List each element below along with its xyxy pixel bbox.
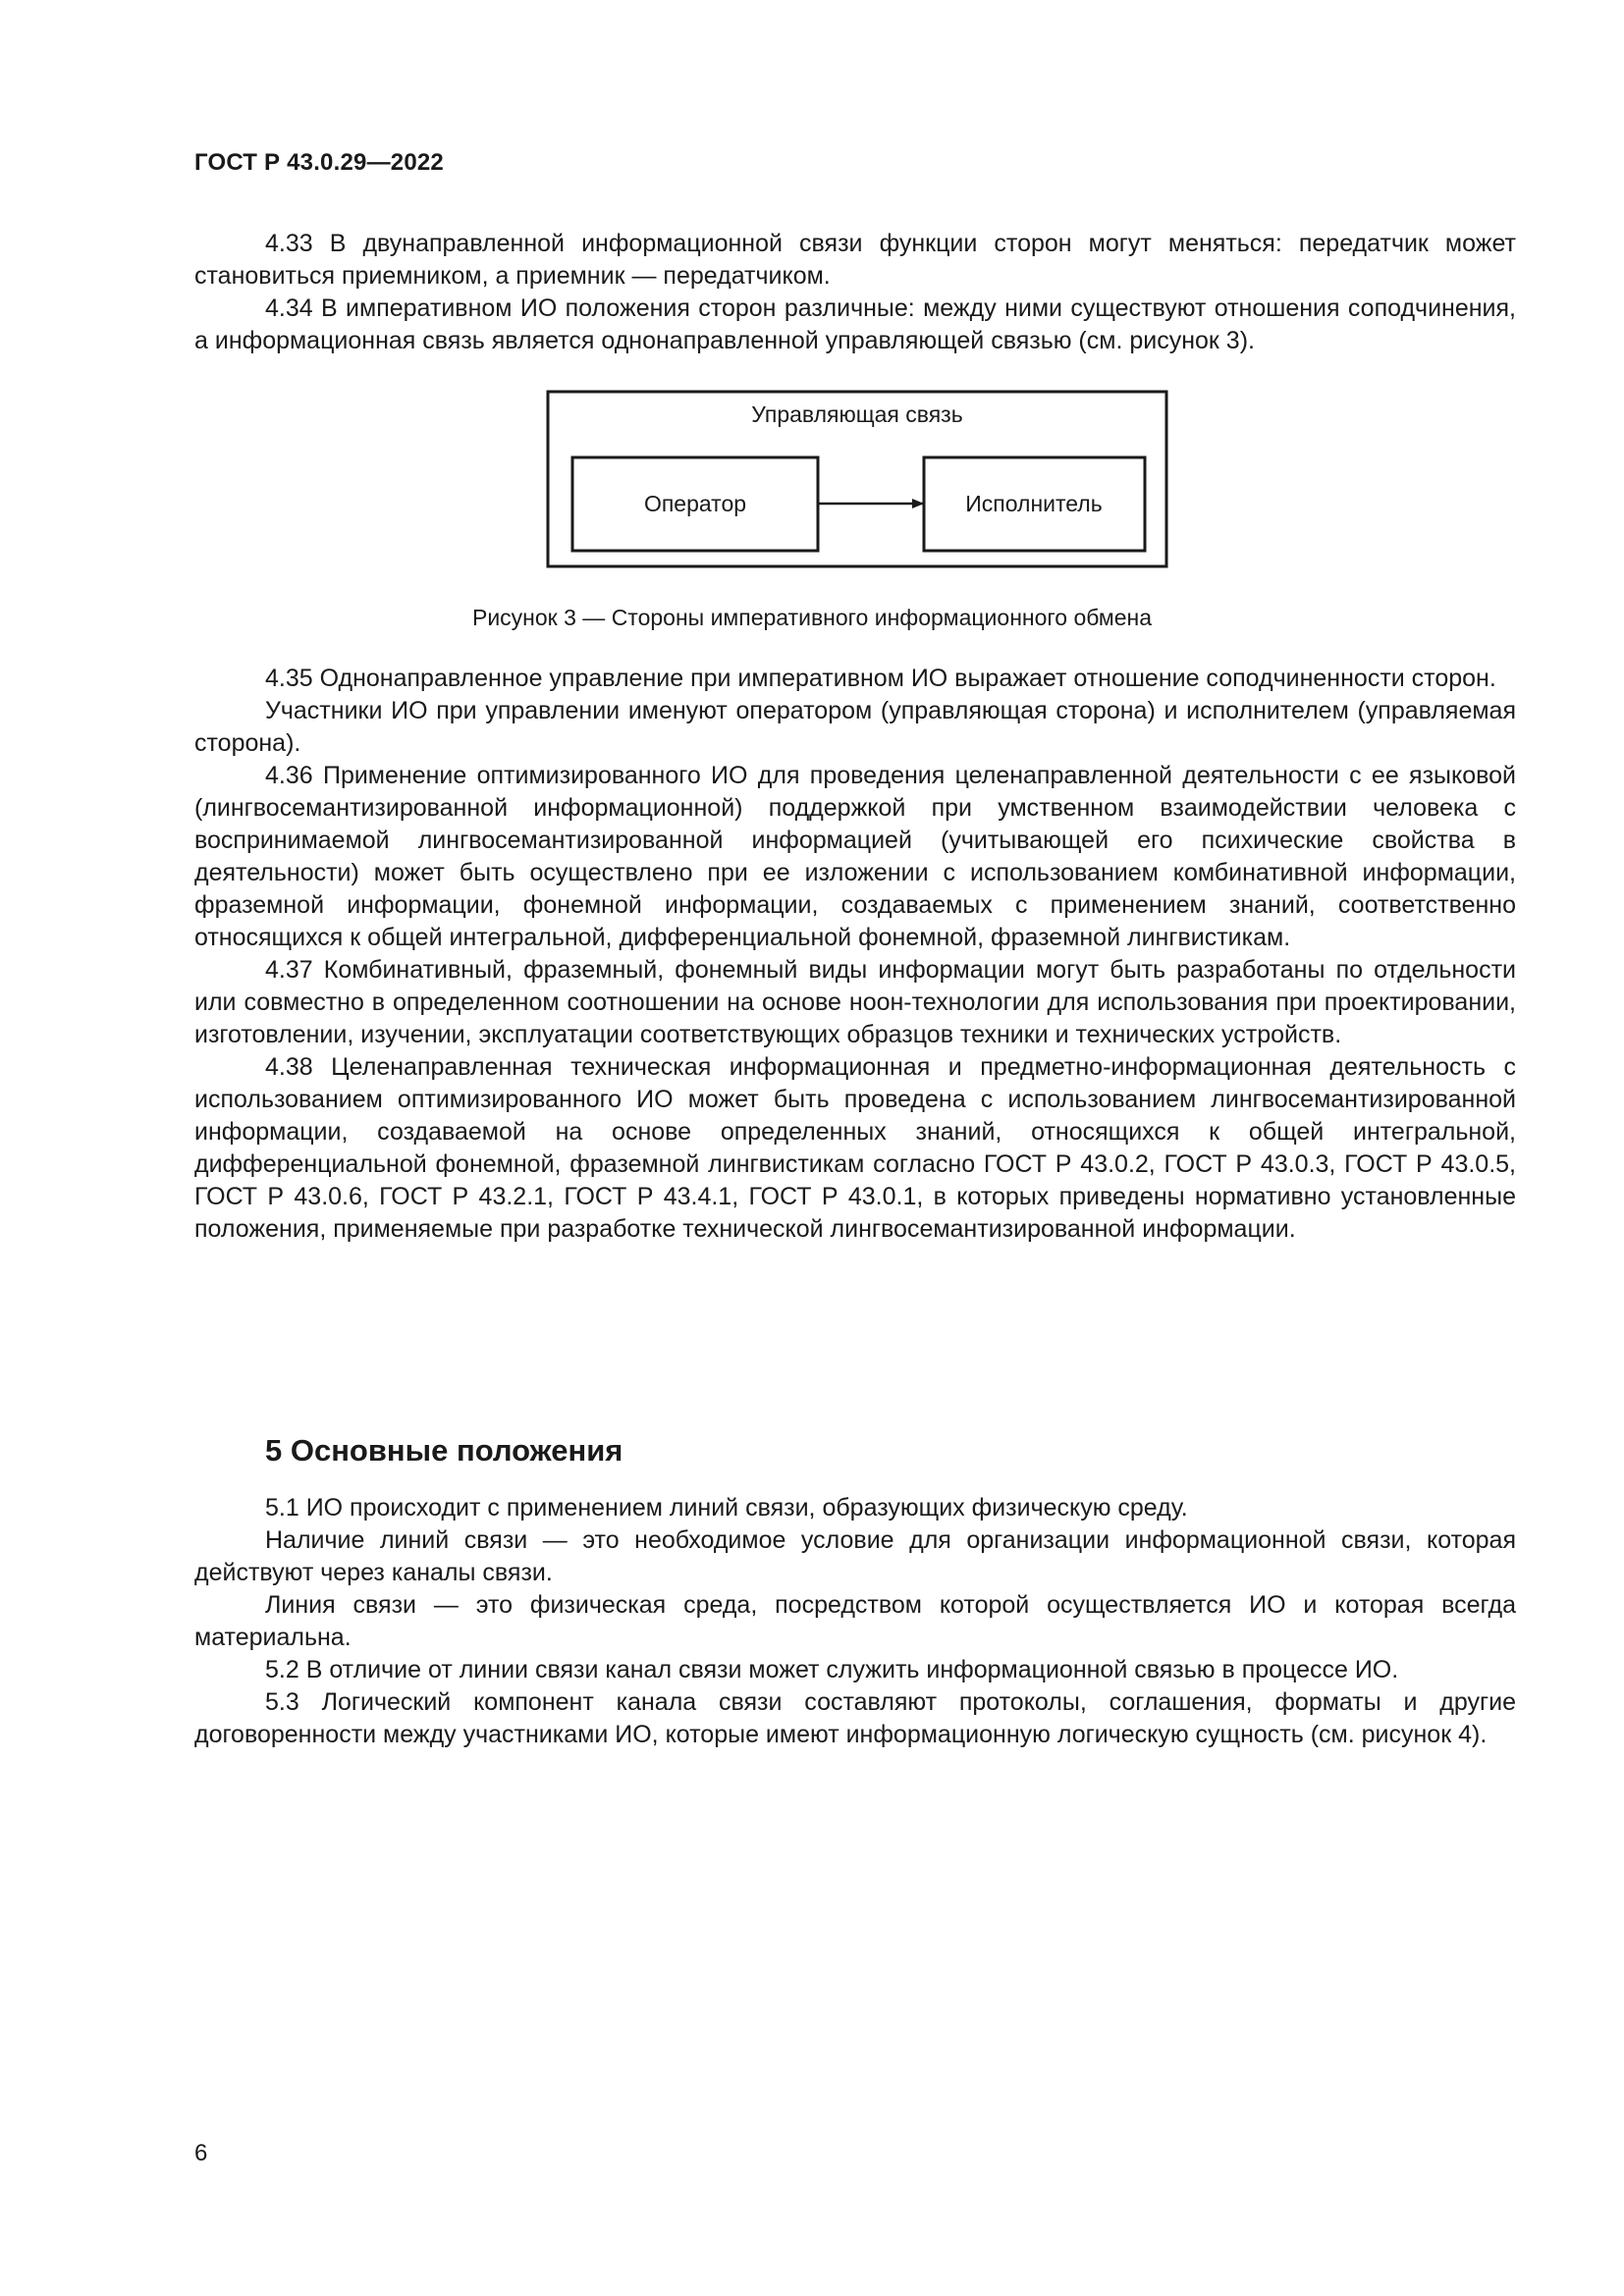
paragraph-5-1: 5.1 ИО происходит с применением линий связи, образующих физическую среду.	[265, 1494, 1188, 1522]
paragraphs-middle	[194, 663, 1516, 1246]
paragraph-4-36: 4.36 Применение оптимизированного ИО для проведения целенаправленной деятельности с ее языковой (лингвосемантизированной информационной) поддержкой при умственном взаимодействии человека с воспринимаемой лингвосемантизированной информацией (учитывающей его психические свойства в деятельности) может быть осуществлено при ее изложении с использованием комбинативной информации, фраземной информации, фонемной информации, создаваемых с применением знаний, соответственно относящихся к общей интегральной, дифференциальной фонемной, фраземной лингвистикам.	[194, 762, 1516, 951]
section-5-heading: 5 Основные положения	[265, 1433, 623, 1468]
paragraph-4-38: 4.38 Целенаправленная техническая информационная и предметно-информационная деятельность с использованием оптимизированного ИО может быть проведена с использованием лингвосемантизированной информации, создаваемой на основе определенных знаний, относящихся к общей интегральной, дифференциальной фонемной, фраземной лингвистикам согласно ГОСТ Р 43.0.2, ГОСТ Р 43.0.3, ГОСТ Р 43.0.5, ГОСТ Р 43.0.6, ГОСТ Р 43.2.1, ГОСТ Р 43.4.1, ГОСТ Р 43.0.1, в которых приведены нормативно установленные положения, применяемые при разработке технической лингвосемантизированной информации.	[194, 1053, 1516, 1243]
paragraph-link-presence: Наличие линий связи — это необходимое условие для организации информационной связи, которая действуют через каналы связи.	[194, 1526, 1516, 1586]
figure-3-caption: Рисунок 3 — Стороны императивного информационного обмена	[471, 605, 1153, 630]
paragraph-4-33: 4.33 В двунаправленной информационной связи функции сторон могут меняться: передатчик может становиться приемником, а приемник — передатчиком.	[194, 230, 1516, 290]
page-number: 6	[194, 2140, 208, 2166]
paragraph-5-2: 5.2 В отличие от линии связи канал связи может служить информационной связью в процессе ИО.	[265, 1656, 1399, 1683]
document-header: ГОСТ Р 43.0.29—2022	[194, 149, 444, 176]
executor-label: Исполнитель	[965, 491, 1103, 516]
figure-3-diagram	[546, 390, 1168, 568]
paragraph-4-37: 4.37 Комбинативный, фраземный, фонемный виды информации могут быть разработаны по отдельности или совместно в определенном соотношении на основе ноон-технологии для использования при проектировании, изготовлении, изучении, эксплуатации соответствующих образцов техники и технических устройств.	[194, 956, 1516, 1048]
section-5-body	[194, 1492, 1516, 1751]
control-link-label: Управляющая связь	[751, 401, 963, 427]
paragraph-4-35: 4.35 Однонаправленное управление при императивном ИО выражает отношение соподчиненности сторон.	[265, 665, 1496, 692]
operator-label: Оператор	[643, 491, 747, 516]
paragraph-5-3: 5.3 Логический компонент канала связи составляют протоколы, соглашения, форматы и другие договоренности между участниками ИО, которые имеют информационную логическую сущность (см. рисунок 4).	[194, 1688, 1516, 1748]
paragraphs-top	[194, 228, 1516, 357]
paragraph-4-34: 4.34 В императивном ИО положения сторон различные: между ними существуют отношения соподчинения, а информационная связь является однонаправленной управляющей связью (см. рисунок 3).	[194, 294, 1516, 354]
paragraph-participants: Участники ИО при управлении именуют оператором (управляющая сторона) и исполнителем (управляемая сторона).	[194, 697, 1516, 757]
paragraph-link-definition: Линия связи — это физическая среда, посредством которой осуществляется ИО и которая всегда материальна.	[194, 1591, 1516, 1651]
